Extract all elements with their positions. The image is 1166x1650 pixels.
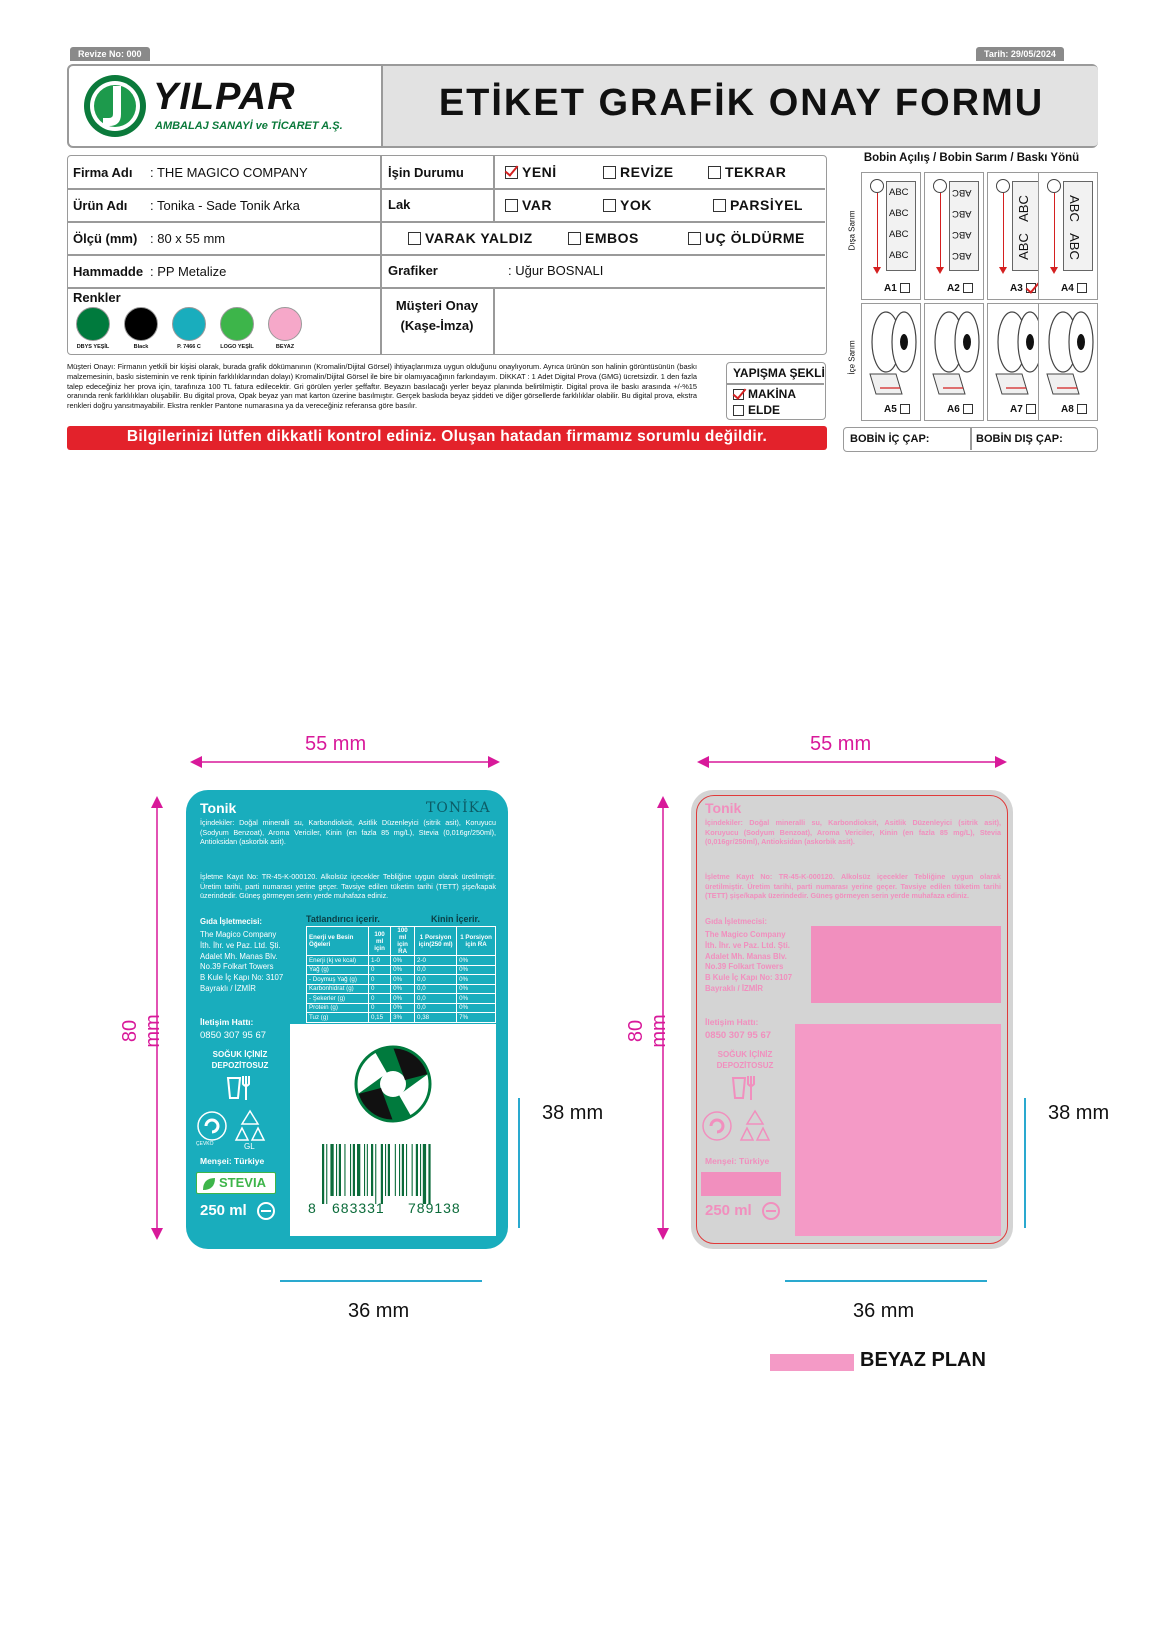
grafiker-value: : Uğur BOSNALI [508, 263, 604, 278]
signature-field[interactable] [496, 289, 824, 353]
checkbox-varak[interactable] [408, 232, 421, 245]
kase-imza-label: (Kaşe-İmza) [400, 318, 474, 333]
olcu-label: Ölçü (mm) [73, 231, 138, 246]
dis-sarim-side [843, 170, 861, 300]
bobin-cell-a7[interactable]: A7 [987, 303, 1047, 421]
checkbox-a2[interactable] [963, 283, 973, 293]
date-tag: Tarih: 29/05/2024 [976, 47, 1064, 61]
yapisma-box [726, 362, 826, 420]
beyaz-plan-swatch [770, 1354, 854, 1371]
checkbox-yok[interactable] [603, 199, 616, 212]
cevko-label: ÇEVKO [196, 1141, 214, 1147]
bobin-title: Bobin Açılış / Bobin Sarım / Baskı Yönü [863, 152, 1080, 164]
swatch-label: Black [133, 344, 149, 350]
nutrition-table [306, 926, 496, 1023]
registration-plan: İşletme Kayıt No: TR-45-K-000120. Alkolsüz içecekler Tebliğine uygun olarak üretilmiştir. Üretim tarihi, parti numarası yerine geçer. Tavsiye edilen tüketim tarihi (TETT) şişe/kapak üzerindedir. Güneş görmeyen serin yerde muhafaza ediniz. [705, 872, 1001, 901]
leaf-icon [201, 1176, 217, 1192]
estimated-e-icon [256, 1201, 276, 1221]
table-row [812, 955, 1001, 965]
roll-icon [866, 308, 918, 398]
table-row [812, 927, 1001, 937]
revision-tag: Revize No: 000 [70, 47, 150, 61]
table-row: Karbonhidrat (g) 0 0% 0,0 0% [307, 984, 496, 994]
swatch-black [124, 307, 158, 341]
bobin-cell-a4[interactable]: ABC ABC A4 [1038, 172, 1098, 300]
page-title: ETİKET GRAFİK ONAY FORMU [438, 82, 1045, 124]
checkbox-uc-oldurme[interactable] [688, 232, 701, 245]
swatch-dbys-yesil [76, 307, 110, 341]
volume-plan: 250 ml [705, 1202, 752, 1219]
ice-sarim-label: İçe Sarım [847, 340, 857, 375]
height-dimension-label: 80 mm [119, 1014, 164, 1048]
white-plan-window [795, 1024, 1001, 1236]
checkbox-parsiyel[interactable] [713, 199, 726, 212]
width-arrow-icon [697, 755, 1007, 769]
estimated-e-icon [761, 1201, 781, 1221]
registration: İşletme Kayıt No: TR-45-K-000120. Alkolsüz içecekler Tebliğine uygun olarak üretilmiştir. Üretim tarihi, parti numarası yerine geçer. Tavsiye edilen tüketim tarihi (TETT) şişe/kapak üzerindedir. Güneş görmeyen serin yerde muhafaza ediniz. [200, 872, 496, 901]
contact-phone: 0850 307 95 67 [200, 1030, 267, 1041]
cevko-recycle-icon [701, 1110, 733, 1142]
product-name: Tonik [200, 800, 237, 816]
glass-recycle-icon [232, 1108, 268, 1144]
bobin-cell-a5[interactable]: A5 [861, 303, 921, 421]
aperture-logo-icon [353, 1044, 433, 1124]
table-row: Tuz (g) 0,15 3% 0,38 7% [307, 1013, 496, 1023]
table-row: - Doymuş Yağ (g) 0 0% 0,0 0% [307, 975, 496, 985]
option-revize[interactable]: REVİZE [603, 164, 674, 180]
checkbox-a4[interactable] [1077, 283, 1087, 293]
option-yeni[interactable]: YENİ [505, 164, 557, 180]
stevia-badge: STEVIA [196, 1172, 276, 1194]
option-varak-yaldiz[interactable]: VARAK YALDIZ [408, 230, 533, 246]
bobin-cell-a3[interactable]: ABC ABC A3 [987, 172, 1047, 300]
checkbox-embos[interactable] [568, 232, 581, 245]
width-arrow-icon [190, 755, 500, 769]
dis-sarim-label: Dışa Sarım [847, 210, 857, 251]
gl-label: GL [244, 1142, 255, 1151]
roll-icon [929, 308, 981, 398]
window-height-label: 38 mm [542, 1102, 604, 1124]
color-swatches [74, 307, 334, 353]
table-row [812, 936, 1001, 946]
brand-name: TONİKA [426, 800, 491, 816]
bobin-ic-cap[interactable]: BOBİN İÇ ÇAP: [850, 433, 930, 445]
width-dimension-label-2: 55 mm [810, 733, 872, 755]
label-front [186, 790, 508, 1249]
option-makina[interactable]: MAKİNA [733, 387, 796, 401]
depozitosuz: DEPOZİTOSUZ [211, 1061, 269, 1070]
table-row: Enerji (kj ve kcal) 1-0 0% 2-0 0% [307, 956, 496, 966]
table-row: Enerji ve Besin Öğeleri 100 ml için 100 ml için RA 1 Porsiyon için(250 ml) 1 Porsiyon için RA [307, 927, 496, 956]
bobin-cell-a8[interactable]: A8 [1038, 303, 1098, 421]
swatch-7466 [172, 307, 206, 341]
tatlandirici: Tatlandırıcı içerir. [306, 914, 380, 924]
table-row: Protein (g) 0 0% 0,0 0% [307, 1003, 496, 1013]
gida-title-plan: Gıda İşletmecisi: [705, 917, 767, 926]
checkbox-yeni[interactable] [505, 166, 518, 179]
company-address-plan: The Magico Company İth. İhr. ve Paz. Ltd. Şti. Adalet Mh. Manas Blv. No.39 Folkart Towers B Kule İç Kapı No: 3107 Bayraklı / İZMİR [705, 930, 793, 993]
title-area [381, 66, 1098, 146]
checkbox-a7[interactable] [1026, 404, 1036, 414]
bobin-cap-box [843, 427, 1098, 452]
option-elde[interactable]: ELDE [733, 403, 780, 417]
hammadde-label: Hammadde [73, 264, 144, 279]
window-width-line-2 [785, 1280, 987, 1282]
window-width-line [280, 1280, 482, 1282]
window-height-label-2: 38 mm [1048, 1102, 1110, 1124]
table-row [812, 984, 1001, 994]
option-uc-oldurme[interactable]: UÇ ÖLDÜRME [688, 230, 805, 246]
table-row: - Şekerler (g) 0 0% 0,0 0% [307, 994, 496, 1004]
yilpar-logo-icon [83, 74, 147, 138]
window-height-line [518, 1098, 520, 1228]
ingredients: İçindekiler: Doğal mineralli su, Karbondioksit, Asitlik Düzenleyici (sitrik asit), Koruyucu (Sodyum Benzoat), Aroma Vericiler, Kinin (en fazla 85 mg/L), Stevia (0,016gr/250ml), Antioksidan (askorbik asit). [200, 818, 496, 847]
soguk-plan: SOĞUK İÇİNİZ [717, 1050, 773, 1059]
bobin-cell-a2[interactable]: ABC ABC ABC ABC A2 [924, 172, 984, 300]
table-row [812, 965, 1001, 975]
checkbox-a6[interactable] [963, 404, 973, 414]
firma-label: Firma Adı [73, 165, 133, 180]
barcode-digits-right: 789138 [408, 1200, 461, 1216]
isin-durumu-label: İşin Durumu [388, 165, 464, 180]
volume: 250 ml [200, 1202, 247, 1219]
company-address: The Magico Company İth. İhr. ve Paz. Ltd. Şti. Adalet Mh. Manas Blv. No.39 Folkart Towers B Kule İç Kapı No: 3107 Bayraklı / İZMİR [200, 930, 284, 993]
swatch-label: LOGO YEŞİL [220, 344, 254, 350]
checkbox-makina[interactable] [733, 389, 744, 400]
window-height-line-2 [1024, 1098, 1026, 1228]
option-tekrar[interactable]: TEKRAR [708, 164, 786, 180]
nutrition-table-plan [811, 926, 1001, 1003]
musteri-onay-label: Müşteri Onay [395, 298, 479, 313]
checkbox-var[interactable] [505, 199, 518, 212]
width-dimension-label: 55 mm [305, 733, 367, 755]
gida-title: Gıda İşletmecisi: [200, 917, 262, 926]
swatch-beyaz [268, 307, 302, 341]
info-table [67, 155, 827, 355]
disclaimer-text: Müşteri Onayı: Firmanın yetkili bir kişisi olarak, burada grafik dökümanının (Kromalin/Dijital Görsel) ihtiyaçlarımıza uygun olduğunu onaylıyorum. Ayrıca ürünün son halinin görüntüsünün (baskı malzemesinin, baskı sisteminin ve renk tipinin farklılıklarından dolayı) Kromalin/Dijital Görsel ile bire bir olamıyacağının farkındayım. DİKKAT : 1 Adet Digital Prova (GMG) ücretsizdir. 1 den fazla talep edeceğiniz her prova için, tarafınıza 100 TL fatura edilecektir. Gri görülen yerler şeffaftır. Beyazın basılacağı yerler beyaz planında belirtilmiştir. Digital prova ile baskı arasında +/-%15 oranında renk farklılıkları oluşabilir. Bu digital prova, Opak beyaz yarı mat karton üzerine basılmıştır. Gerçek baskıda beyaz şiddeti ve diğer görsellerde farklılıklar olabilir. Bu digital prova, ekstra renkleri doğru yansıtmayabilir. Ekstra renkler Pantone numarasına ya da vereceğiniz referansa göre basılır. [67, 362, 697, 411]
transparent-window [290, 1024, 496, 1236]
renkler-label: Renkler [73, 290, 121, 305]
checkbox-a8[interactable] [1077, 404, 1087, 414]
roll-icon [1043, 308, 1095, 398]
table-row [812, 993, 1001, 1003]
urun-label: Ürün Adı [73, 198, 128, 213]
swatch-label: DBYS YEŞİL [76, 344, 110, 350]
option-yok[interactable]: YOK [603, 197, 652, 213]
checkbox-elde[interactable] [733, 405, 744, 416]
food-safe-icon [224, 1074, 258, 1104]
swatch-label: P. 7466 C [177, 344, 201, 350]
table-row: Yağ (g) 0 0% 0,0 0% [307, 965, 496, 975]
product-name-plan: Tonik [705, 800, 742, 816]
soguk-iciniz: SOĞUK İÇİNİZ [212, 1050, 268, 1059]
barcode-icon [320, 1144, 470, 1206]
bobin-dis-cap[interactable]: BOBİN DIŞ ÇAP: [976, 433, 1063, 445]
contact-title: İletişim Hattı: [200, 1017, 254, 1027]
checkbox-a1[interactable] [900, 283, 910, 293]
kinin: Kinin İçerir. [431, 914, 481, 924]
lak-label: Lak [388, 197, 411, 212]
header-box [67, 64, 1098, 148]
barcode-digits-left: 683331 [332, 1200, 385, 1216]
urun-value: : Tonika - Sade Tonik Arka [150, 198, 300, 213]
bobin-cell-a1[interactable]: ABC ABC ABC ABC A1 [861, 172, 921, 300]
stevia-badge-plan [701, 1172, 781, 1196]
swatch-label: BEYAZ [275, 344, 295, 350]
window-width-label: 36 mm [348, 1300, 410, 1322]
olcu-value: : 80 x 55 mm [150, 231, 226, 246]
option-embos[interactable]: EMBOS [568, 230, 639, 246]
contact-phone-plan: 0850 307 95 67 [705, 1030, 772, 1041]
checkbox-tekrar[interactable] [708, 166, 721, 179]
logo-name: YILPAR [153, 76, 296, 118]
contact-title-plan: İletişim Hattı: [705, 1017, 759, 1027]
ice-sarim-side [843, 305, 861, 420]
logo-subtitle: AMBALAJ SANAYİ ve TİCARET A.Ş. [155, 120, 343, 132]
grafiker-label: Grafiker [388, 263, 438, 278]
checkbox-a5[interactable] [900, 404, 910, 414]
beyaz-plan-label: BEYAZ PLAN [860, 1349, 986, 1371]
mensei: Menşei: Türkiye [200, 1156, 265, 1166]
table-row [812, 946, 1001, 956]
table-row [812, 974, 1001, 984]
glass-recycle-icon [737, 1108, 773, 1144]
window-width-label-2: 36 mm [853, 1300, 915, 1322]
height-dimension-label-2: 80 mm [625, 1014, 670, 1048]
swatch-logo-yesil [220, 307, 254, 341]
option-parsiyel[interactable]: PARSİYEL [713, 197, 803, 213]
warning-bar: Bilgilerinizi lütfen dikkatli kontrol ediniz. Oluşan hatadan firmamız sorumlu değildir. [67, 426, 827, 450]
roll-icon [992, 308, 1044, 398]
firma-value: : THE MAGICO COMPANY [150, 165, 308, 180]
checkbox-revize[interactable] [603, 166, 616, 179]
depozito-plan: DEPOZİTOSUZ [716, 1061, 774, 1070]
food-safe-icon [729, 1074, 763, 1104]
option-var[interactable]: VAR [505, 197, 552, 213]
mensei-plan: Menşei: Türkiye [705, 1156, 770, 1166]
barcode-digit-first: 8 [308, 1200, 316, 1216]
yapisma-title: YAPIŞMA ŞEKLİ [733, 366, 825, 380]
hammadde-value: : PP Metalize [150, 264, 227, 279]
label-white-plan [691, 790, 1013, 1249]
checkbox-a3[interactable] [1026, 283, 1036, 293]
cevko-recycle-icon [196, 1110, 228, 1142]
ingredients-plan: İçindekiler: Doğal mineralli su, Karbondioksit, Asitlik Düzenleyici (sitrik asit), Koruyucu (Sodyum Benzoat), Aroma Vericiler, Kinin (en fazla 85 mg/L), Stevia (0,016gr/250ml), Antioksidan (askorbik asit). [705, 818, 1001, 847]
bobin-cell-a6[interactable]: A6 [924, 303, 984, 421]
